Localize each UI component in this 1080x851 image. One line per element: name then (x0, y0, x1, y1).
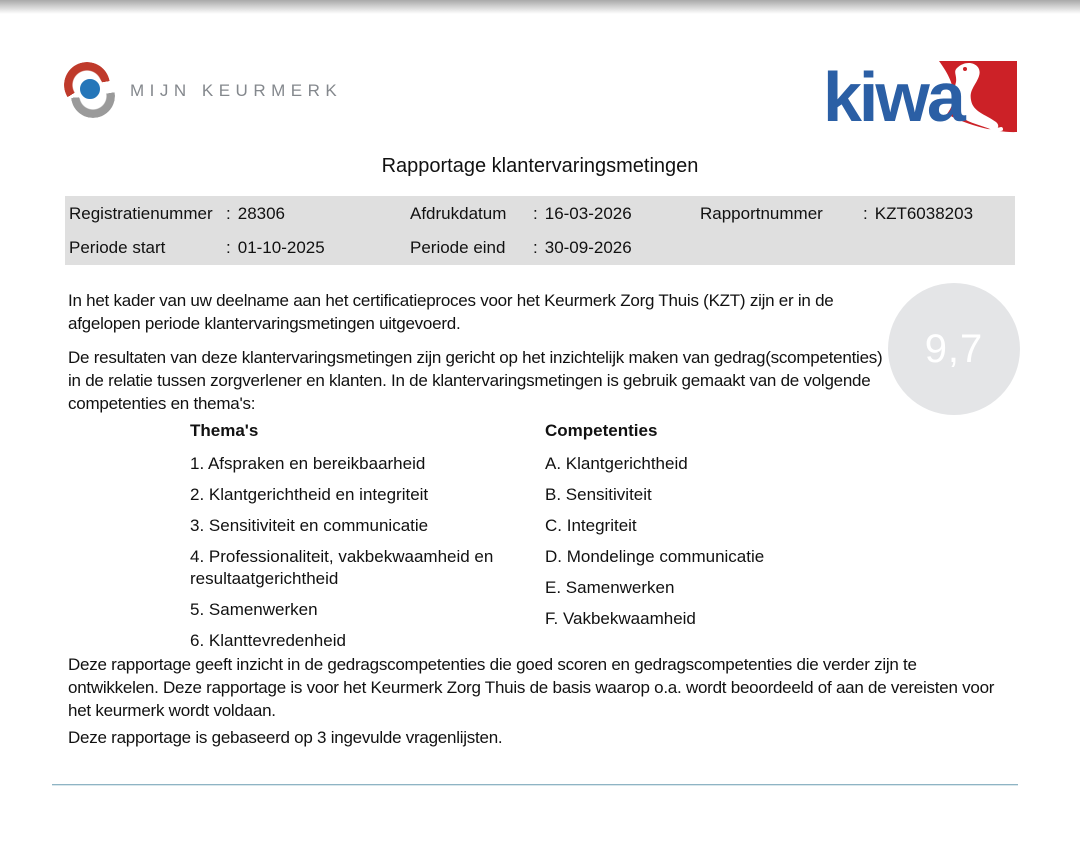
score-value: 9,7 (924, 326, 984, 371)
meta-separator: : (226, 204, 231, 223)
kiwa-logo-text: kiwa (823, 58, 963, 136)
meta-periode-start (69, 238, 325, 258)
meta-value: 16-03-2026 (544, 204, 632, 223)
meta-registratienummer (69, 204, 285, 224)
meta-value: KZT6038203 (874, 204, 974, 223)
conclusion-paragraph: Deze rapportage geeft inzicht in de gedragscompetenties die goed scoren en gedragscompetenties die verder zijn te ontwikkelen. Deze rapportage is voor het Keurmerk Zorg Thuis de basis waarop o.a. wordt beoordeeld of aan de vereisten voor het keurmerk wordt voldaan. (68, 655, 995, 720)
meta-separator: : (863, 204, 868, 223)
themas-list (190, 421, 540, 661)
footer-divider (52, 784, 1018, 786)
competentie-item: D. Mondelinge communicatie (545, 547, 765, 566)
meta-label: Afdrukdatum (410, 204, 507, 223)
meta-separator: : (533, 204, 538, 223)
mijn-keurmerk-logo-text: MIJN KEURMERK (130, 81, 343, 100)
competentie-item: C. Integriteit (545, 516, 637, 535)
thema-item: 2. Klantgerichtheid en integriteit (190, 485, 429, 504)
meta-separator: : (533, 238, 538, 257)
report-meta-table (65, 196, 1015, 265)
mijn-keurmerk-logo (64, 62, 342, 120)
meta-periode-eind (410, 238, 632, 258)
mk-blue-dot (77, 76, 103, 102)
results-paragraph: De resultaten van deze klantervaringsmetingen zijn gericht op het inzichtelijk maken van gedrag(scompetenties) in de relatie tussen zorgverlener en klanten. In de klantervaringsmetingen is gebruik gemaakt van de volgende competenties en thema's: (68, 348, 883, 413)
meta-label: Periode eind (410, 238, 506, 257)
meta-label: Rapportnummer (700, 204, 823, 223)
competentie-item: A. Klantgerichtheid (545, 454, 688, 473)
meta-separator: : (226, 238, 231, 257)
competentie-item: E. Samenwerken (545, 578, 675, 597)
competenties-list (545, 421, 885, 639)
questionnaire-count-paragraph: Deze rapportage is gebaseerd op 3 ingevulde vragenlijsten. (68, 728, 503, 747)
competentie-item: F. Vakbekwaamheid (545, 609, 696, 628)
meta-value: 01-10-2025 (237, 238, 325, 257)
score-badge (888, 283, 1020, 415)
kiwa-logo (823, 58, 1019, 138)
meta-rapportnummer (700, 204, 973, 224)
page-top-shadow (0, 0, 1080, 14)
meta-value: 28306 (237, 204, 286, 223)
meta-afdrukdatum (410, 204, 632, 224)
meta-label: Periode start (69, 238, 166, 257)
thema-item: 1. Afspraken en bereikbaarheid (190, 454, 426, 473)
meta-label: Registratienummer (69, 204, 213, 223)
thema-item: 6. Klanttevredenheid (190, 631, 346, 650)
competentie-item: B. Sensitiviteit (545, 485, 652, 504)
thema-item: 3. Sensitiviteit en communicatie (190, 516, 429, 535)
meta-value: 30-09-2026 (544, 238, 632, 257)
thema-item: 4. Professionaliteit, vakbekwaamheid en resultaatgerichtheid (190, 547, 494, 588)
competenties-heading: Competenties (545, 421, 658, 440)
page-title: Rapportage klantervaringsmetingen (381, 155, 699, 177)
themas-heading: Thema's (190, 421, 259, 440)
intro-paragraph: In het kader van uw deelname aan het certificatieproces voor het Keurmerk Zorg Thuis (KZT) zijn er in de afgelopen periode klantervaringsmetingen uitgevoerd. (68, 291, 834, 333)
thema-item: 5. Samenwerken (190, 600, 318, 619)
mijn-keurmerk-icon (64, 62, 116, 120)
